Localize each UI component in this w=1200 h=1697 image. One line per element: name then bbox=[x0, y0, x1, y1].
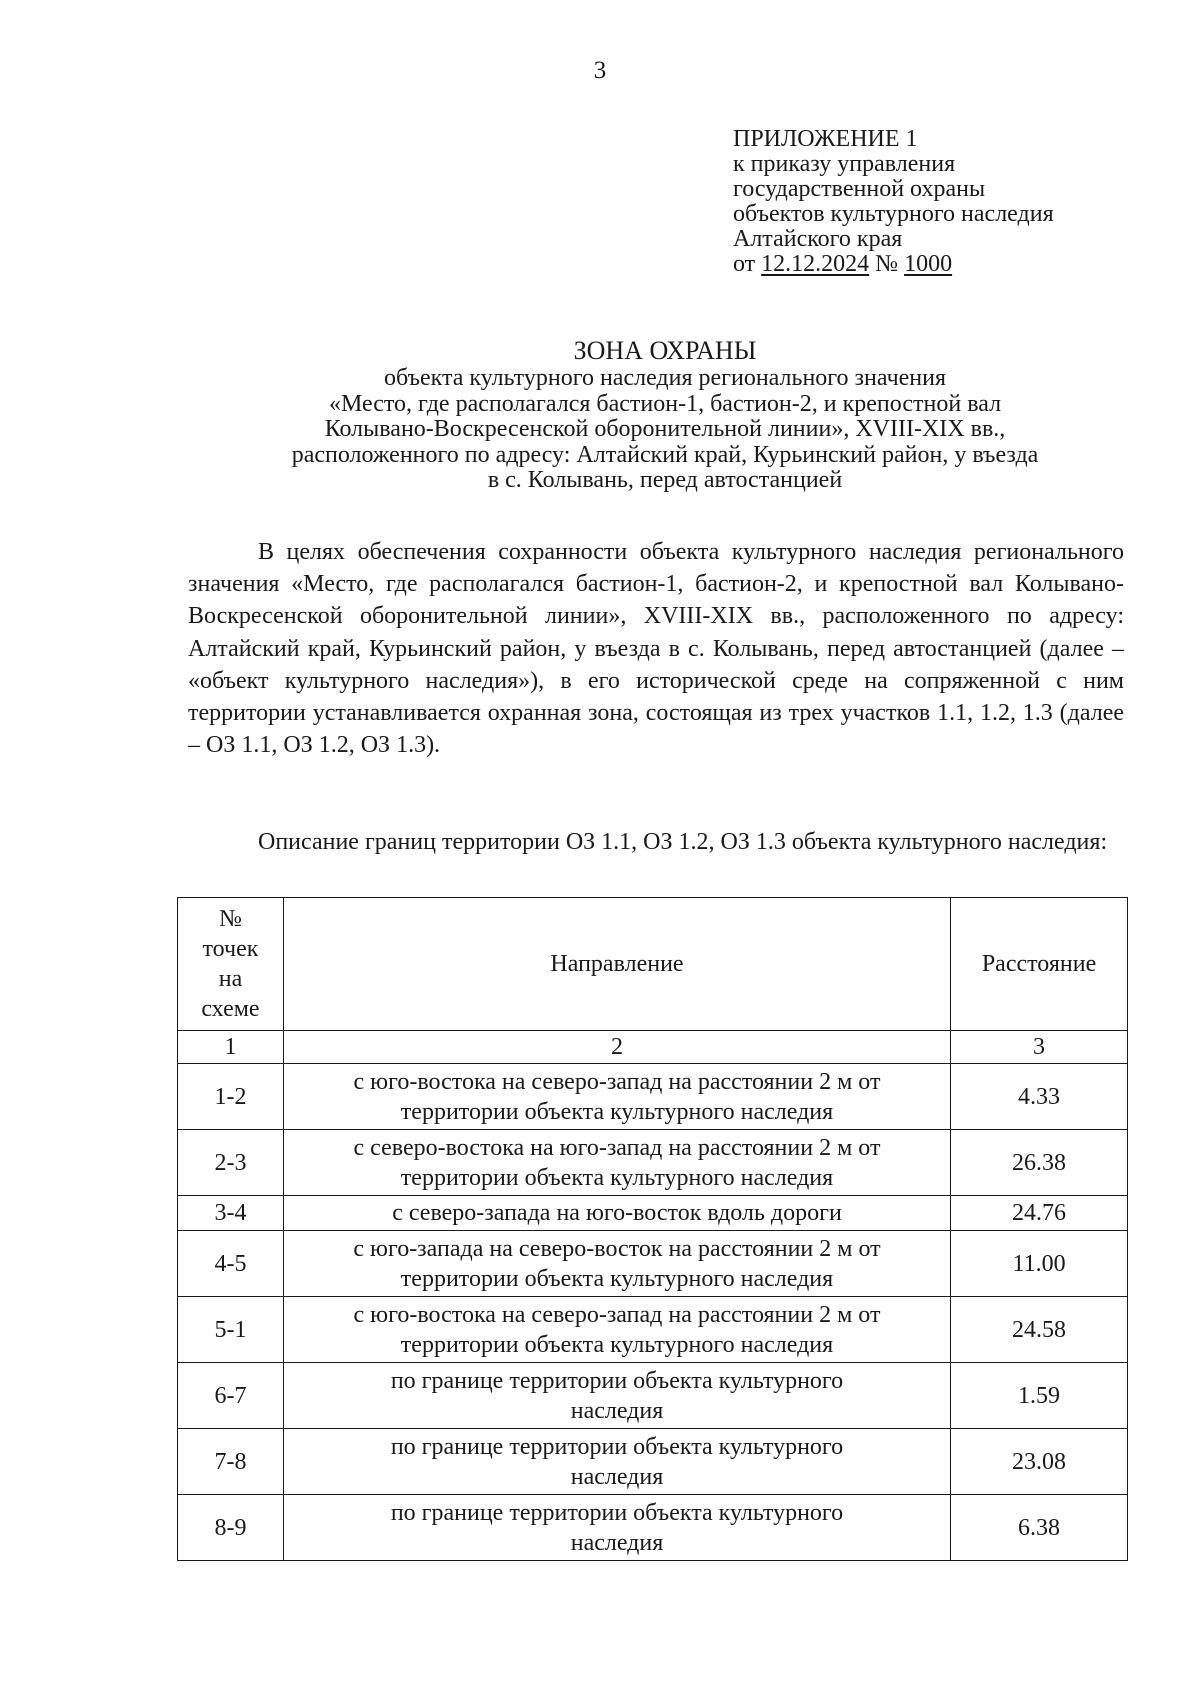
appendix-line: Алтайского края bbox=[733, 226, 903, 252]
number-sign: № bbox=[869, 251, 905, 277]
direction-line: территории объекта культурного наследия bbox=[400, 1265, 834, 1292]
cell-points: 5-1 bbox=[178, 1297, 284, 1363]
date-prefix: от bbox=[733, 251, 762, 277]
appendix-date-line bbox=[733, 252, 1054, 277]
cell-points: 6-7 bbox=[178, 1363, 284, 1429]
cell-direction bbox=[283, 1297, 950, 1363]
title-line: «Место, где располагался бастион-1, бастион-2, и крепостной вал bbox=[328, 390, 1002, 417]
direction-line: наследия bbox=[570, 1397, 664, 1424]
direction-line: с северо-запада на юго-восток вдоль дороги bbox=[392, 1200, 842, 1226]
direction-line: с юго-запада на северо-восток на расстоянии 2 м от bbox=[353, 1235, 881, 1262]
cell-direction bbox=[283, 1363, 950, 1429]
appendix-title: ПРИЛОЖЕНИЕ 1 bbox=[733, 126, 918, 152]
table-row bbox=[178, 1297, 1128, 1363]
order-number: 1000 bbox=[904, 251, 953, 277]
direction-line: наследия bbox=[570, 1529, 664, 1556]
direction-line: по границе территории объекта культурного bbox=[390, 1367, 844, 1394]
cell-direction bbox=[283, 1196, 950, 1231]
title-line: объекта культурного наследия регионального значения bbox=[383, 365, 947, 391]
table-row bbox=[178, 1429, 1128, 1495]
table-row bbox=[178, 1196, 1128, 1231]
boundary-table bbox=[177, 897, 1128, 1561]
direction-line: территории объекта культурного наследия bbox=[400, 1098, 834, 1125]
cell-points: 7-8 bbox=[178, 1429, 284, 1495]
header-points-line: схеме bbox=[201, 996, 260, 1022]
title-line: расположенного по адресу: Алтайский край, Курьинский район, у въезда bbox=[291, 441, 1039, 468]
column-number: 1 bbox=[178, 1031, 284, 1064]
table-row bbox=[178, 1064, 1128, 1130]
cell-distance: 6.38 bbox=[951, 1495, 1128, 1561]
table-header-row bbox=[178, 898, 1128, 1031]
cell-distance: 24.58 bbox=[951, 1297, 1128, 1363]
column-number: 3 bbox=[951, 1031, 1128, 1064]
direction-line: территории объекта культурного наследия bbox=[400, 1164, 834, 1191]
cell-distance: 1.59 bbox=[951, 1363, 1128, 1429]
document-title: ЗОНА ОХРАНЫ bbox=[573, 336, 757, 365]
cell-direction bbox=[283, 1064, 950, 1130]
cell-direction bbox=[283, 1231, 950, 1297]
order-date: 12.12.2024 bbox=[761, 251, 870, 277]
cell-distance: 11.00 bbox=[951, 1231, 1128, 1297]
cell-distance: 4.33 bbox=[951, 1064, 1128, 1130]
header-points-line: точек bbox=[202, 936, 259, 962]
appendix-line: государственной охраны bbox=[733, 176, 986, 202]
column-number-row bbox=[178, 1031, 1128, 1064]
title-line: Колывано-Воскресенской оборонительной линии», XVIII-XIX вв., bbox=[324, 416, 1006, 442]
direction-line: с северо-востока на юго-запад на расстоянии 2 м от bbox=[353, 1134, 881, 1161]
direction-line: с юго-востока на северо-запад на расстоянии 2 м от bbox=[353, 1068, 881, 1095]
header-points-line: на bbox=[218, 966, 243, 992]
title-line: в с. Колывань, перед автостанцией bbox=[487, 467, 843, 493]
appendix-line: объектов культурного наследия bbox=[733, 201, 1054, 227]
boundary-description-paragraph: Описание границ территории ОЗ 1.1, ОЗ 1.2, ОЗ 1.3 объекта культурного наследия: bbox=[258, 829, 1108, 855]
header-direction: Направление bbox=[283, 898, 950, 1031]
direction-line: по границе территории объекта культурного bbox=[390, 1433, 844, 1460]
header-points bbox=[178, 898, 284, 1031]
direction-line: по границе территории объекта культурного bbox=[390, 1499, 844, 1526]
cell-direction bbox=[283, 1495, 950, 1561]
page-number: 3 bbox=[593, 57, 607, 84]
header-points-line: № bbox=[219, 906, 242, 932]
cell-distance: 23.08 bbox=[951, 1429, 1128, 1495]
document-title-block bbox=[0, 336, 1200, 494]
table-row bbox=[178, 1231, 1128, 1297]
cell-points: 4-5 bbox=[178, 1231, 284, 1297]
cell-points: 8-9 bbox=[178, 1495, 284, 1561]
cell-points: 3-4 bbox=[178, 1196, 284, 1231]
cell-direction bbox=[283, 1130, 950, 1196]
intro-paragraph: В целях обеспечения сохранности объекта культурного наследия регионального значения «Место, где располагался бастион-1, бастион-2, и крепостной вал Колывано-Воскресенской оборонительной линии», XVIII-XIX вв., расположенного по адресу: Алтайский край, Курьинский район, у въезда в с. Колывань, перед автостанцией (далее – «объект культурного наследия»), в его исторической среде на сопряженной с ним территории устанавливается охранная зона, состоящая из трех участков 1.1, 1.2, 1.3 (далее – ОЗ 1.1, ОЗ 1.2, ОЗ 1.3). bbox=[188, 539, 1124, 759]
direction-line: с юго-востока на северо-запад на расстоянии 2 м от bbox=[353, 1301, 881, 1328]
appendix-block bbox=[733, 127, 1054, 277]
table-row bbox=[178, 1495, 1128, 1561]
cell-points: 1-2 bbox=[178, 1064, 284, 1130]
table-row bbox=[178, 1130, 1128, 1196]
cell-distance: 26.38 bbox=[951, 1130, 1128, 1196]
cell-direction bbox=[283, 1429, 950, 1495]
table-row bbox=[178, 1363, 1128, 1429]
direction-line: наследия bbox=[570, 1463, 664, 1490]
appendix-line: к приказу управления bbox=[733, 151, 956, 177]
cell-points: 2-3 bbox=[178, 1130, 284, 1196]
direction-line: территории объекта культурного наследия bbox=[400, 1331, 834, 1358]
header-distance: Расстояние bbox=[951, 898, 1128, 1031]
column-number: 2 bbox=[283, 1031, 950, 1064]
cell-distance: 24.76 bbox=[951, 1196, 1128, 1231]
